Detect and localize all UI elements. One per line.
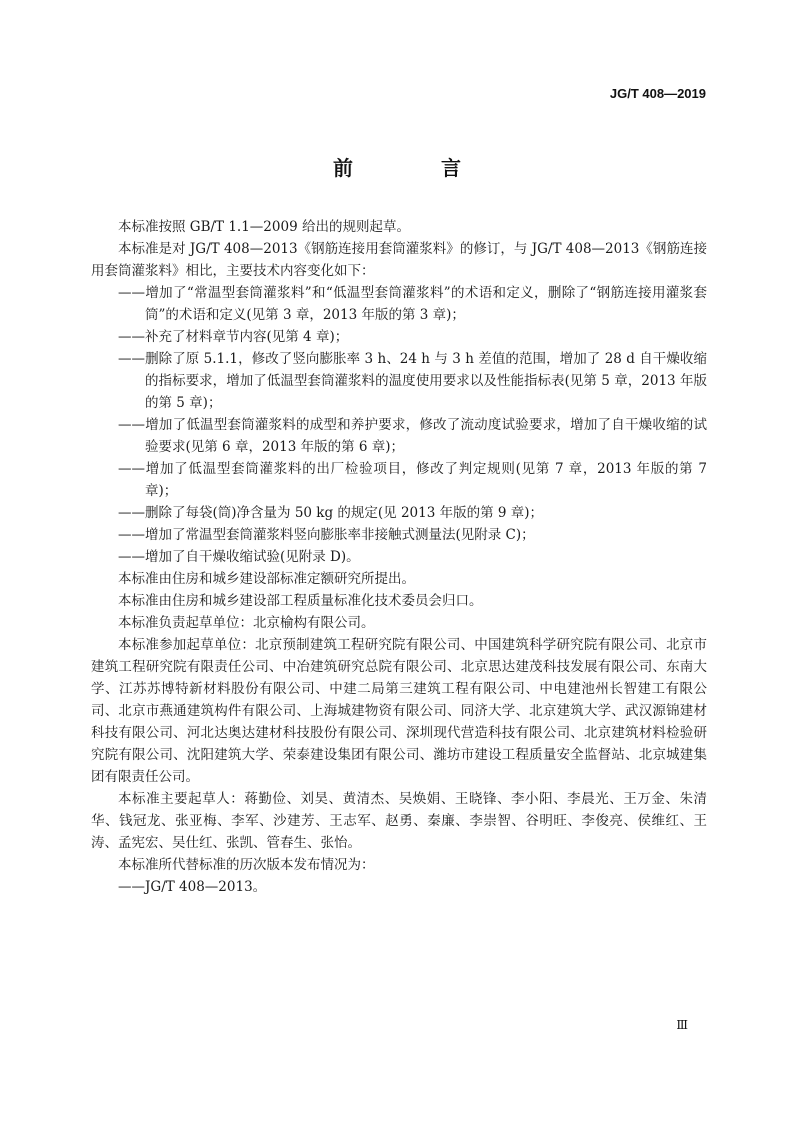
foreword-body	[91, 216, 707, 898]
paragraph-committee: 本标准由住房和城乡建设部工程质量标准化技术委员会归口。	[118, 593, 483, 609]
change-item: ——补充了材料章节内容(见第 4 章)；	[118, 329, 349, 345]
change-item: ——增加了“常温型套筒灌浆料”和“低温型套筒灌浆料”的术语和定义，删除了“钢筋连接用灌浆套筒”的术语和定义(见第 3 章，2013 年版的第 3 章)；	[118, 285, 707, 323]
change-item: ——删除了原 5.1.1，修改了竖向膨胀率 3 h、24 h 与 3 h 差值的范围，增加了 28 d 自干燥收缩的指标要求，增加了低温型套筒灌浆料的温度使用要求以及性能指标表(见第 5 章，2013 年版的第 5 章)；	[118, 351, 707, 411]
paragraph-participating-units: 本标准参加起草单位：北京预制建筑工程研究院有限公司、中国建筑科学研究院有限公司、北京市建筑工程研究院有限责任公司、中冶建筑研究总院有限公司、北京思达建茂科技发展有限公司、东南大学、江苏苏博特新材料股份有限公司、中建二局第三建筑工程有限公司、中电建池州长智建工有限公司、北京市燕通建筑构件有限公司、上海城建物资有限公司、同济大学、北京建筑大学、武汉源锦建材科技有限公司、河北达奥达建材科技股份有限公司、深圳现代营造科技有限公司、北京建筑材料检验研究院有限公司、沈阳建筑大学、荣泰建设集团有限公司、潍坊市建设工程质量安全监督站、北京城建集团有限责任公司。	[91, 637, 707, 785]
standard-code: JG/T 408—2019	[609, 86, 706, 101]
change-item: ——增加了低温型套筒灌浆料的成型和养护要求，修改了流动度试验要求，增加了自干燥收缩的试验要求(见第 6 章，2013 年版的第 6 章)；	[118, 417, 707, 455]
paragraph-main-drafters: 本标准主要起草人：蒋勤俭、刘昊、黄清杰、吴焕娟、王晓锋、李小阳、李晨光、王万金、朱清华、钱冠龙、张亚梅、李军、沙建芳、王志军、赵勇、秦廉、李崇智、谷明旺、李俊亮、侯维红、王涛、孟宪宏、吴仕红、张凯、管春生、张怡。	[91, 791, 707, 851]
page-number: Ⅲ	[676, 1018, 688, 1032]
change-item: ——增加了自干燥收缩试验(见附录 D)。	[118, 549, 360, 565]
paragraph-drafting-rules: 本标准按照 GB/T 1.1—2009 给出的规则起草。	[118, 219, 410, 235]
change-item: ——增加了低温型套筒灌浆料的出厂检验项目，修改了判定规则(见第 7 章，2013 年版的第 7 章)；	[118, 461, 707, 499]
page-title: 前 言	[333, 156, 495, 180]
change-item: ——删除了每袋(筒)净含量为 50 kg 的规定(见 2013 年版的第 9 章)；	[118, 505, 544, 521]
paragraph-lead-drafter: 本标准负责起草单位：北京榆构有限公司。	[118, 615, 375, 631]
history-item: ——JG/T 408—2013。	[118, 879, 267, 895]
paragraph-revision-intro: 本标准是对 JG/T 408—2013《钢筋连接用套筒灌浆料》的修订，与 JG/T 408—2013《钢筋连接用套筒灌浆料》相比，主要技术内容变化如下：	[91, 241, 707, 279]
paragraph-history-intro: 本标准所代替标准的历次版本发布情况为：	[118, 857, 375, 873]
change-item: ——增加了常温型套筒灌浆料竖向膨胀率非接触式测量法(见附录 C)；	[118, 527, 535, 543]
paragraph-proposer: 本标准由住房和城乡建设部标准定额研究所提出。	[118, 571, 415, 587]
